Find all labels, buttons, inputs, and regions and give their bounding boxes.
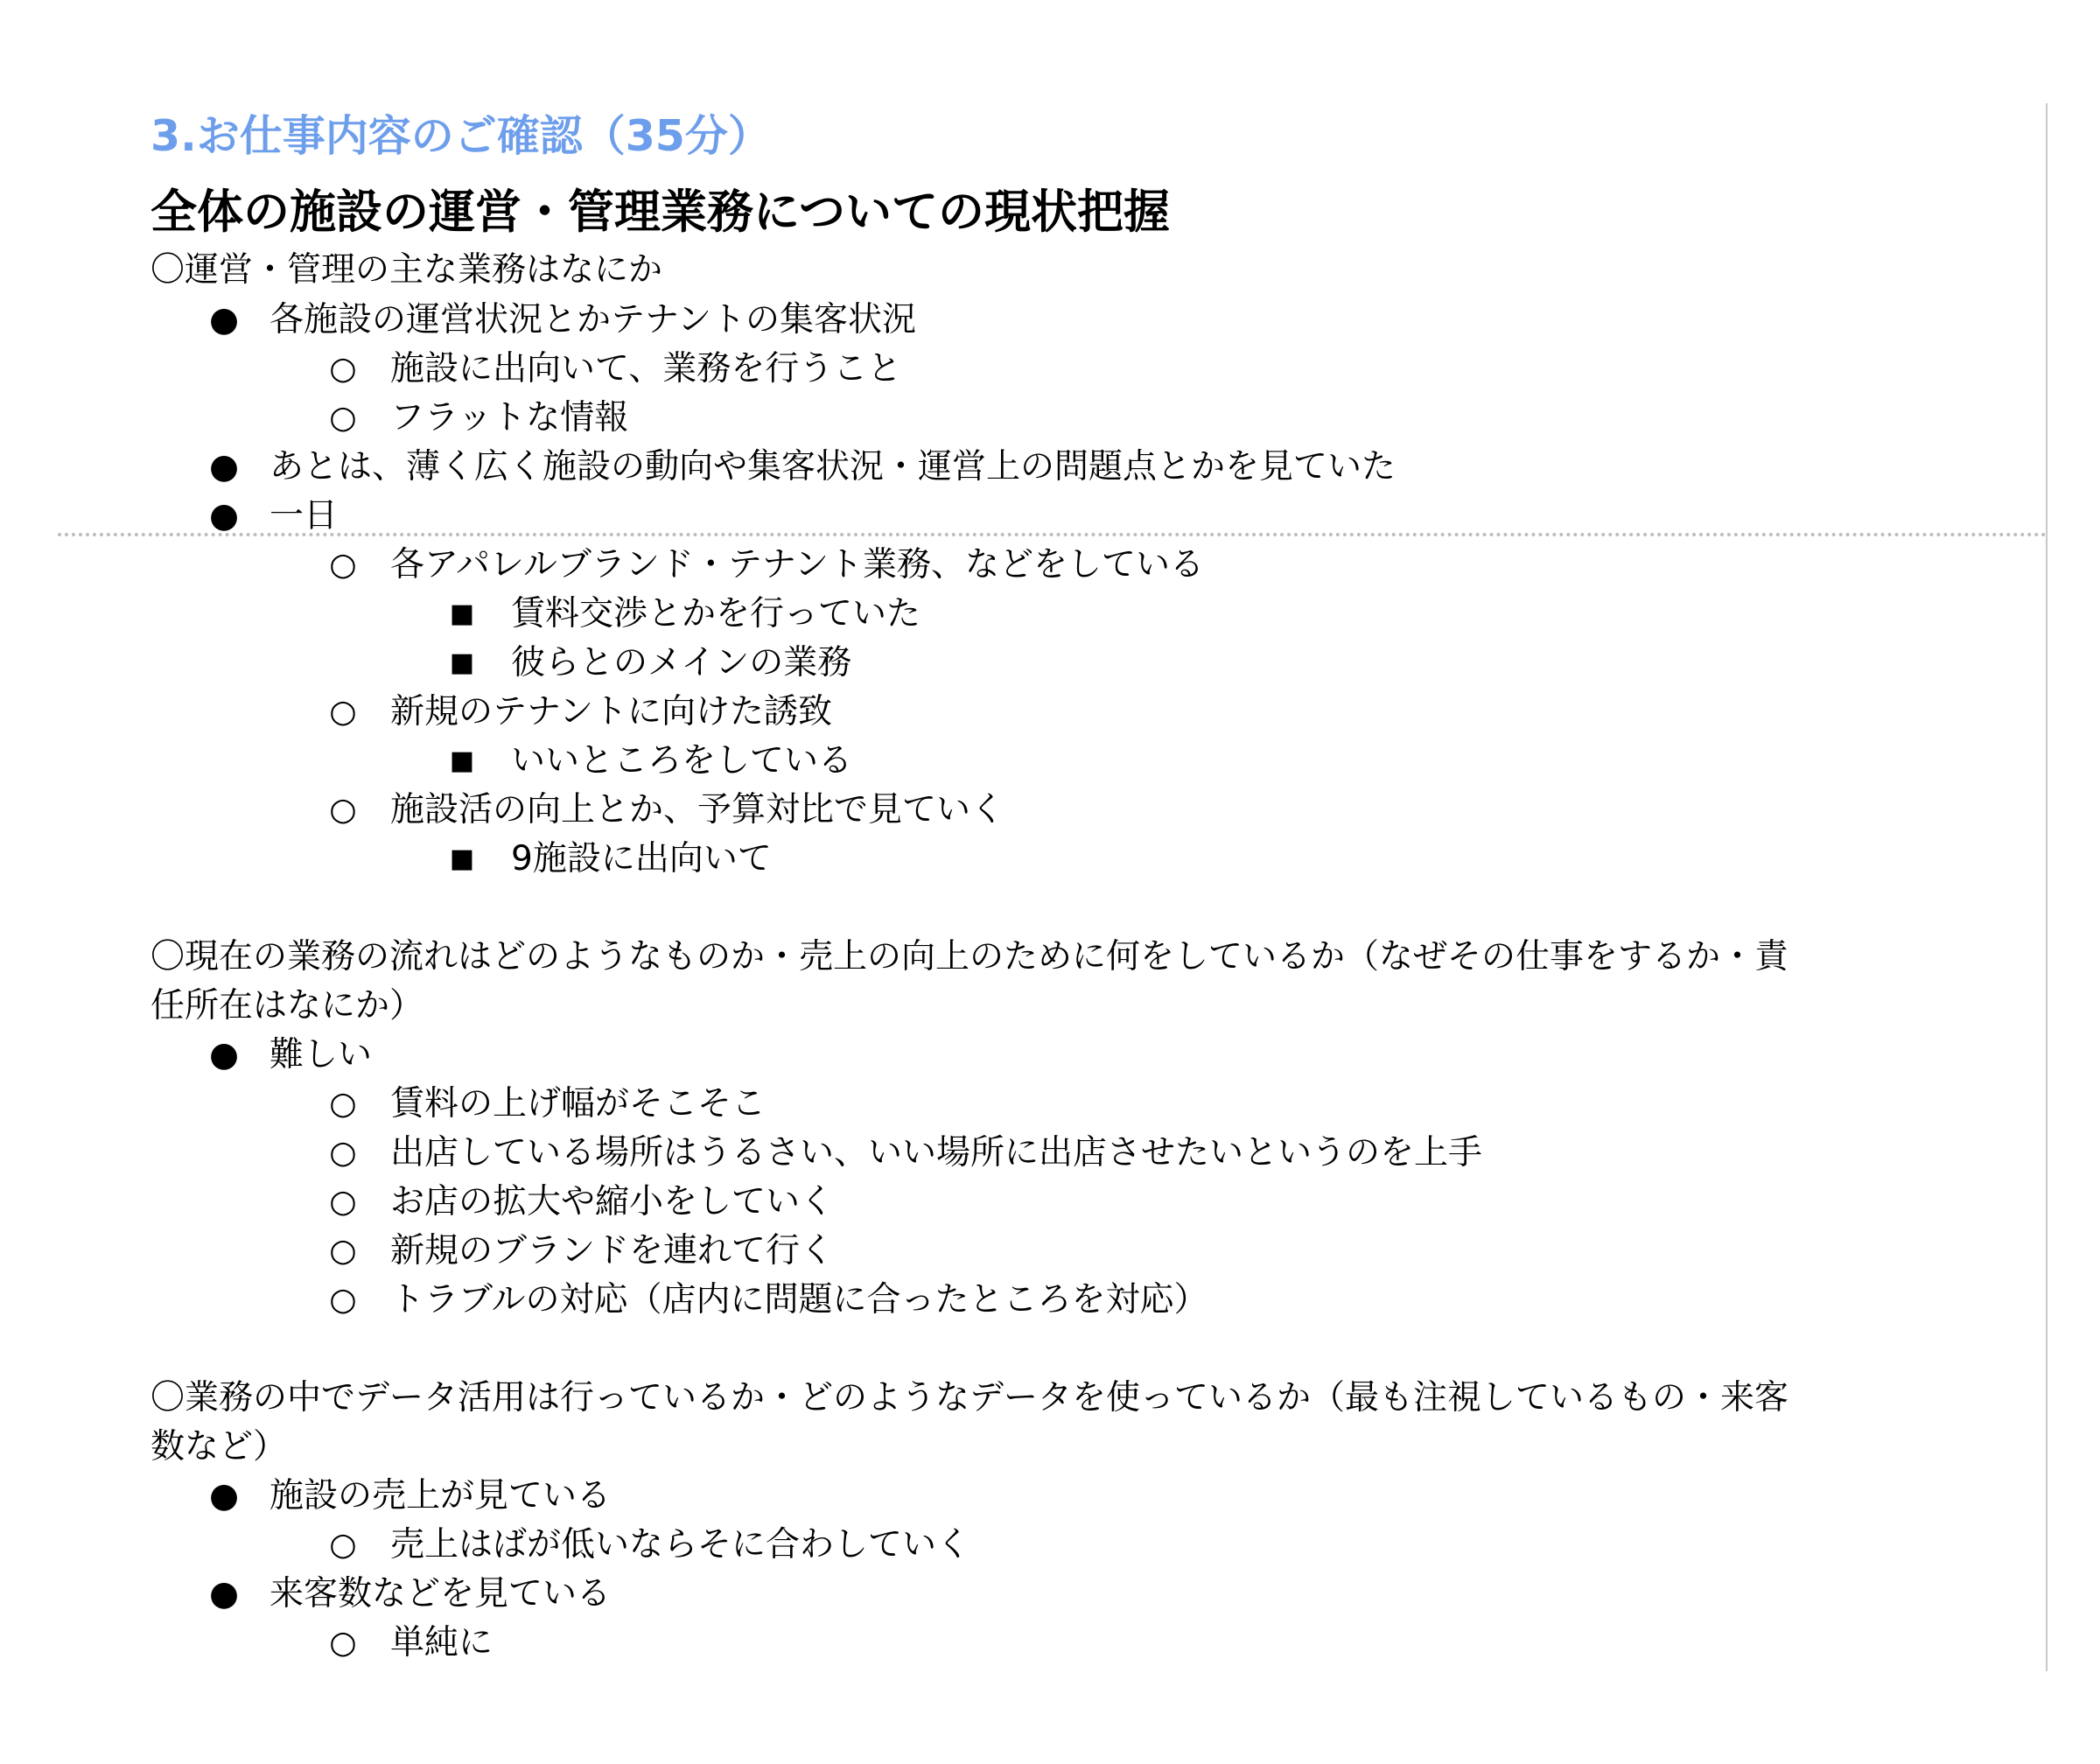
list-item: 各アパレルブランド・テナント業務、などをしている bbox=[390, 545, 1204, 584]
bullet-circle: ○ bbox=[329, 1233, 357, 1269]
bullet-disc: ● bbox=[208, 496, 240, 536]
question-2-line-2: 任所在はなにか） bbox=[150, 986, 424, 1026]
list-item: 出店している場所はうるさい、いい場所に出店させたいというのを上手 bbox=[390, 1133, 1483, 1172]
list-item: 各施設の運営状況とかテナントの集客状況 bbox=[270, 300, 917, 340]
list-item: 施設活の向上とか、予算対比で見ていく bbox=[390, 790, 1005, 830]
list-item: 来客数などを見ている bbox=[270, 1574, 612, 1614]
bullet-circle: ○ bbox=[329, 351, 357, 387]
page-break-divider bbox=[58, 533, 2048, 536]
question-1: 〇運営・管理の主な業務はなにか bbox=[150, 250, 663, 290]
list-item: 賃料の上げ幅がそこそこ bbox=[390, 1084, 766, 1124]
bullet-circle: ○ bbox=[329, 792, 357, 828]
bullet-disc: ● bbox=[208, 300, 240, 340]
bullet-square: ■ bbox=[449, 598, 475, 629]
list-item: 単純に bbox=[390, 1623, 494, 1662]
question-2-line-1: 〇現在の業務の流れはどのようなものか・売上の向上のために何をしているか（なぜその仕事をするか・責 bbox=[150, 937, 1789, 976]
list-item: フラットな情報 bbox=[390, 398, 629, 438]
list-item: 新規のテナントに向けた誘致 bbox=[390, 692, 833, 732]
list-item: 9施設に出向いて bbox=[511, 839, 772, 878]
list-item: 売上はばが低いならそに合わしていく bbox=[390, 1525, 971, 1564]
list-item: お店の拡大や縮小をしていく bbox=[390, 1182, 835, 1222]
bullet-circle: ○ bbox=[329, 1282, 357, 1318]
bullet-circle: ○ bbox=[329, 1625, 357, 1661]
bullet-circle: ○ bbox=[329, 1086, 357, 1122]
bullet-circle: ○ bbox=[329, 400, 357, 436]
bullet-disc: ● bbox=[208, 1574, 240, 1614]
bullet-disc: ● bbox=[208, 1476, 240, 1516]
list-item: トラブルの対応（店内に問題に合ったところを対応） bbox=[390, 1280, 1208, 1320]
bullet-circle: ○ bbox=[329, 547, 357, 583]
bullet-square: ■ bbox=[449, 746, 475, 776]
list-item: 難しい bbox=[270, 1035, 373, 1074]
bullet-square: ■ bbox=[449, 648, 475, 678]
list-item: 賃料交渉とかを行っていた bbox=[511, 594, 921, 634]
list-item: あとは、薄く広く施設の動向や集客状況・運営上の問題点とかを見ていた bbox=[270, 447, 1396, 486]
list-item: 新規のブランドを連れて行く bbox=[390, 1231, 835, 1270]
bullet-square: ■ bbox=[449, 844, 475, 874]
bullet-disc: ● bbox=[208, 447, 240, 486]
question-3-line-1: 〇業務の中でデータ活用は行っているか・どのようなデータを使っているか（最も注視しているもの・来客 bbox=[150, 1378, 1789, 1418]
bullet-circle: ○ bbox=[329, 694, 357, 730]
bullet-circle: ○ bbox=[329, 1184, 357, 1220]
list-item: 彼らとのメインの業務 bbox=[511, 643, 852, 682]
list-item: 施設に出向いて、業務を行うこと bbox=[390, 349, 902, 388]
list-item: 施設の売上が見ている bbox=[270, 1476, 612, 1516]
section-title: 3.お仕事内容のご確認（35分） bbox=[150, 111, 771, 161]
bullet-circle: ○ bbox=[329, 1135, 357, 1171]
bullet-circle: ○ bbox=[329, 1527, 357, 1563]
question-3-line-2: 数など） bbox=[150, 1427, 288, 1466]
subtitle-heading: 全体の施設の運営・管理業務についての現状把握 bbox=[150, 186, 1170, 239]
bullet-disc: ● bbox=[208, 1035, 240, 1074]
list-item: いいところをしている bbox=[511, 741, 853, 780]
list-item: 一日 bbox=[270, 496, 339, 536]
page-right-border bbox=[2046, 103, 2048, 1671]
